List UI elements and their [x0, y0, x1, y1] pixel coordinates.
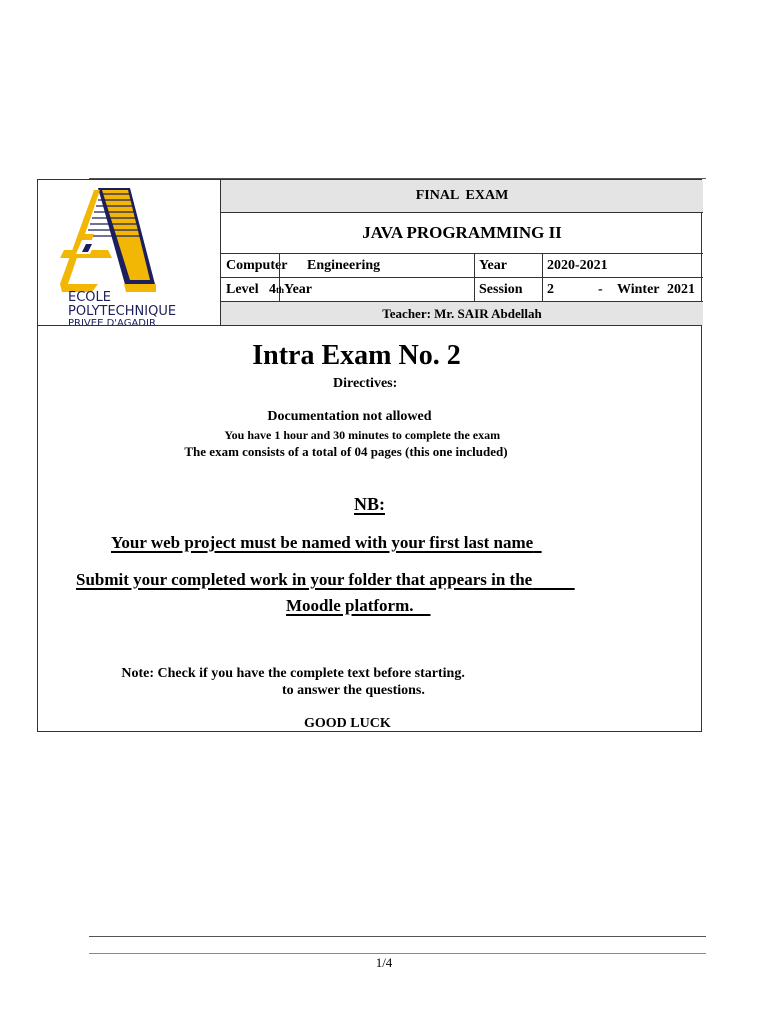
teacher-row	[221, 302, 703, 325]
session-number: 2	[547, 281, 554, 297]
check-icon	[171, 444, 181, 459]
level-word: Year	[284, 281, 313, 297]
directive-text: The exam consists of a total of 04 pages (this one included)	[171, 444, 495, 459]
exam-title-text: Intra Exam No. 2	[252, 340, 461, 371]
directive-text: Documentation not allowed	[253, 409, 418, 424]
cell-divider	[542, 278, 543, 301]
level-label: Level	[226, 281, 259, 297]
level-value	[269, 278, 312, 301]
course-title: JAVA PROGRAMMING II	[362, 223, 562, 242]
nb-label: NB:	[354, 494, 385, 514]
note-line	[107, 666, 465, 682]
school-logo-graphic	[38, 180, 220, 325]
directive-item	[253, 409, 432, 425]
nb-instruction-project-name	[111, 533, 542, 553]
level-row	[221, 278, 703, 302]
logo-text-line3: PRIVEE D'AGADIR	[68, 318, 156, 325]
exam-cover-frame	[37, 179, 702, 732]
directive-item	[212, 428, 500, 443]
logo-text-line1: ECOLE	[68, 290, 111, 305]
session-label: Session	[479, 281, 523, 297]
check-icon	[253, 409, 264, 424]
note-text: Note: Check if you have the complete text before starting.	[107, 666, 451, 681]
exam-header	[38, 180, 701, 326]
nb-line3-text: Moodle platform.	[286, 596, 414, 615]
check-icon	[212, 428, 221, 442]
directive-item	[171, 444, 508, 460]
school-logo	[38, 180, 221, 325]
program-row	[221, 254, 703, 278]
directives-label: Directives:	[333, 376, 398, 391]
year-value: 2020-2021	[547, 257, 608, 273]
page-number: 1/4	[375, 955, 393, 970]
cell-divider	[474, 254, 475, 277]
note-line2: to answer the questions.	[282, 683, 425, 698]
exam-type: FINAL EXAM	[415, 188, 509, 203]
nb-line1-text: Your web project must be named with your first last name	[111, 533, 534, 552]
cell-divider	[279, 254, 280, 277]
logo-text-line2: POLYTECHNIQUE	[68, 304, 177, 319]
closing-text: GOOD LUCK	[304, 716, 391, 731]
session-dash: -	[598, 281, 603, 297]
exam-type-row	[221, 180, 703, 213]
cell-divider	[474, 278, 475, 301]
session-year: 2021	[667, 281, 695, 297]
year-label: Year	[479, 257, 507, 273]
directive-text: You have 1 hour and 30 minutes to complete the exam	[212, 428, 488, 442]
level-number: 4	[269, 281, 276, 297]
level-ordinal: th	[276, 284, 285, 295]
course-row	[221, 213, 703, 254]
cell-divider	[542, 254, 543, 277]
nb-line2-text: Submit your completed work in your folder that appears in the	[76, 570, 533, 589]
session-term: Winter	[617, 281, 660, 297]
check-icon	[107, 666, 118, 681]
footer-rule	[89, 936, 706, 937]
teacher-name: Teacher: Mr. SAIR Abdellah	[382, 305, 542, 321]
program-value: Engineering	[307, 257, 381, 273]
exam-title	[38, 340, 701, 372]
program-label: Computer	[226, 257, 288, 273]
footer-rule-secondary	[89, 953, 706, 954]
nb-instruction-platform	[286, 596, 430, 616]
nb-instruction-submit	[76, 570, 575, 590]
